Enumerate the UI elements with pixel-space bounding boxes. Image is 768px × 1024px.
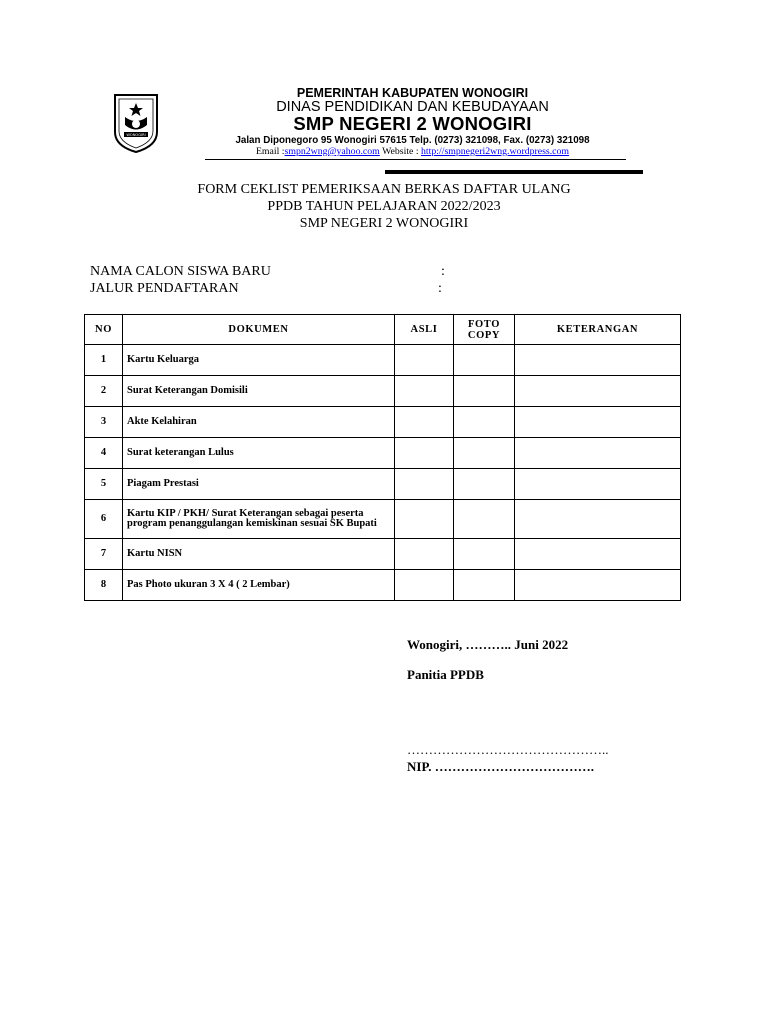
row-document: Pas Photo ukuran 3 X 4 ( 2 Lembar) bbox=[123, 570, 395, 601]
table-row bbox=[85, 376, 681, 407]
table-row bbox=[85, 438, 681, 469]
row-keterangan-cell[interactable] bbox=[515, 469, 681, 500]
website-link[interactable]: http://smpnegeri2wng.wordpress.com bbox=[421, 146, 570, 157]
row-keterangan-cell[interactable] bbox=[515, 570, 681, 601]
school-address: Jalan Diponegoro 95 Wonogiri 57615 Telp. (0273) 321098, Fax. (0273) 321098 bbox=[235, 135, 590, 146]
row-no: 5 bbox=[85, 469, 123, 500]
row-asli-cell[interactable] bbox=[395, 539, 454, 570]
table-row bbox=[85, 500, 681, 539]
row-no: 7 bbox=[85, 539, 123, 570]
row-no: 4 bbox=[85, 438, 123, 469]
student-name-colon: : bbox=[441, 264, 445, 279]
row-no: 8 bbox=[85, 570, 123, 601]
row-fotocopy-cell[interactable] bbox=[454, 345, 515, 376]
row-fotocopy-cell[interactable] bbox=[454, 438, 515, 469]
row-keterangan-cell[interactable] bbox=[515, 539, 681, 570]
row-asli-cell[interactable] bbox=[395, 570, 454, 601]
header-asli: ASLI bbox=[395, 315, 454, 345]
row-fotocopy-cell[interactable] bbox=[454, 570, 515, 601]
row-asli-cell[interactable] bbox=[395, 469, 454, 500]
row-fotocopy-cell[interactable] bbox=[454, 500, 515, 539]
row-asli-cell[interactable] bbox=[395, 345, 454, 376]
row-keterangan-cell[interactable] bbox=[515, 438, 681, 469]
email-label: Email : bbox=[255, 146, 285, 157]
row-document: Surat keterangan Lulus bbox=[123, 438, 395, 469]
row-keterangan-cell[interactable] bbox=[515, 345, 681, 376]
row-document: Kartu Keluarga bbox=[123, 345, 395, 376]
letterhead-rule-thick bbox=[385, 170, 643, 174]
row-asli-cell[interactable] bbox=[395, 407, 454, 438]
row-no: 6 bbox=[85, 500, 123, 539]
table-header-row bbox=[85, 315, 681, 345]
row-fotocopy-cell[interactable] bbox=[454, 469, 515, 500]
row-asli-cell[interactable] bbox=[395, 438, 454, 469]
row-document: Kartu KIP / PKH/ Surat Keterangan sebagai peserta program penanggulangan kemiskinan sesuai SK Bupati bbox=[123, 500, 395, 539]
regency-emblem-icon bbox=[112, 92, 160, 154]
government-name: PEMERINTAH KABUPATEN WONOGIRI bbox=[296, 86, 529, 100]
place-date: Wonogiri, ……….. Juni 2022 bbox=[407, 637, 569, 652]
row-document: Kartu NISN bbox=[123, 539, 395, 570]
student-name-label: NAMA CALON SISWA BARU bbox=[90, 264, 271, 279]
header-foto-copy bbox=[454, 315, 515, 345]
department-name: DINAS PENDIDIKAN DAN KEBUDAYAAN bbox=[276, 99, 549, 115]
row-no: 3 bbox=[85, 407, 123, 438]
header-keterangan: KETERANGAN bbox=[515, 315, 681, 345]
row-fotocopy-cell[interactable] bbox=[454, 407, 515, 438]
website-label: Website : bbox=[382, 146, 419, 157]
table-row bbox=[85, 570, 681, 601]
row-keterangan-cell[interactable] bbox=[515, 407, 681, 438]
row-keterangan-cell[interactable] bbox=[515, 376, 681, 407]
table-row bbox=[85, 469, 681, 500]
row-no: 2 bbox=[85, 376, 123, 407]
committee-name: Panitia PPDB bbox=[407, 667, 484, 682]
svg-text:WONOGIRI: WONOGIRI bbox=[126, 133, 146, 137]
contact-line bbox=[200, 146, 625, 157]
school-name: SMP NEGERI 2 WONOGIRI bbox=[293, 113, 532, 134]
document-checklist-table bbox=[84, 314, 681, 601]
table-row bbox=[85, 539, 681, 570]
row-fotocopy-cell[interactable] bbox=[454, 376, 515, 407]
header-copy: COPY bbox=[467, 329, 501, 341]
header-foto: FOTO bbox=[468, 318, 500, 330]
header-dokumen: DOKUMEN bbox=[123, 315, 395, 345]
form-title: FORM CEKLIST PEMERIKSAAN BERKAS DAFTAR ULANG bbox=[197, 182, 571, 197]
signature-name-line: ……………………………………….. bbox=[407, 742, 609, 757]
form-school: SMP NEGERI 2 WONOGIRI bbox=[299, 216, 469, 231]
email-link[interactable]: smpn2wng@yahoo.com bbox=[284, 146, 380, 157]
row-document: Akte Kelahiran bbox=[123, 407, 395, 438]
row-no: 1 bbox=[85, 345, 123, 376]
registration-path-colon: : bbox=[438, 281, 442, 296]
row-keterangan-cell[interactable] bbox=[515, 500, 681, 539]
row-document: Piagam Prestasi bbox=[123, 469, 395, 500]
table-row bbox=[85, 407, 681, 438]
nip-line: NIP. ………………………………. bbox=[407, 759, 594, 774]
row-document: Surat Keterangan Domisili bbox=[123, 376, 395, 407]
form-subtitle: PPDB TAHUN PELAJARAN 2022/2023 bbox=[267, 199, 501, 214]
row-asli-cell[interactable] bbox=[395, 376, 454, 407]
row-asli-cell[interactable] bbox=[395, 500, 454, 539]
letterhead-rule-thin bbox=[205, 159, 626, 160]
table-row bbox=[85, 345, 681, 376]
row-fotocopy-cell[interactable] bbox=[454, 539, 515, 570]
header-no: NO bbox=[85, 315, 123, 345]
registration-path-label: JALUR PENDAFTARAN bbox=[90, 281, 239, 296]
